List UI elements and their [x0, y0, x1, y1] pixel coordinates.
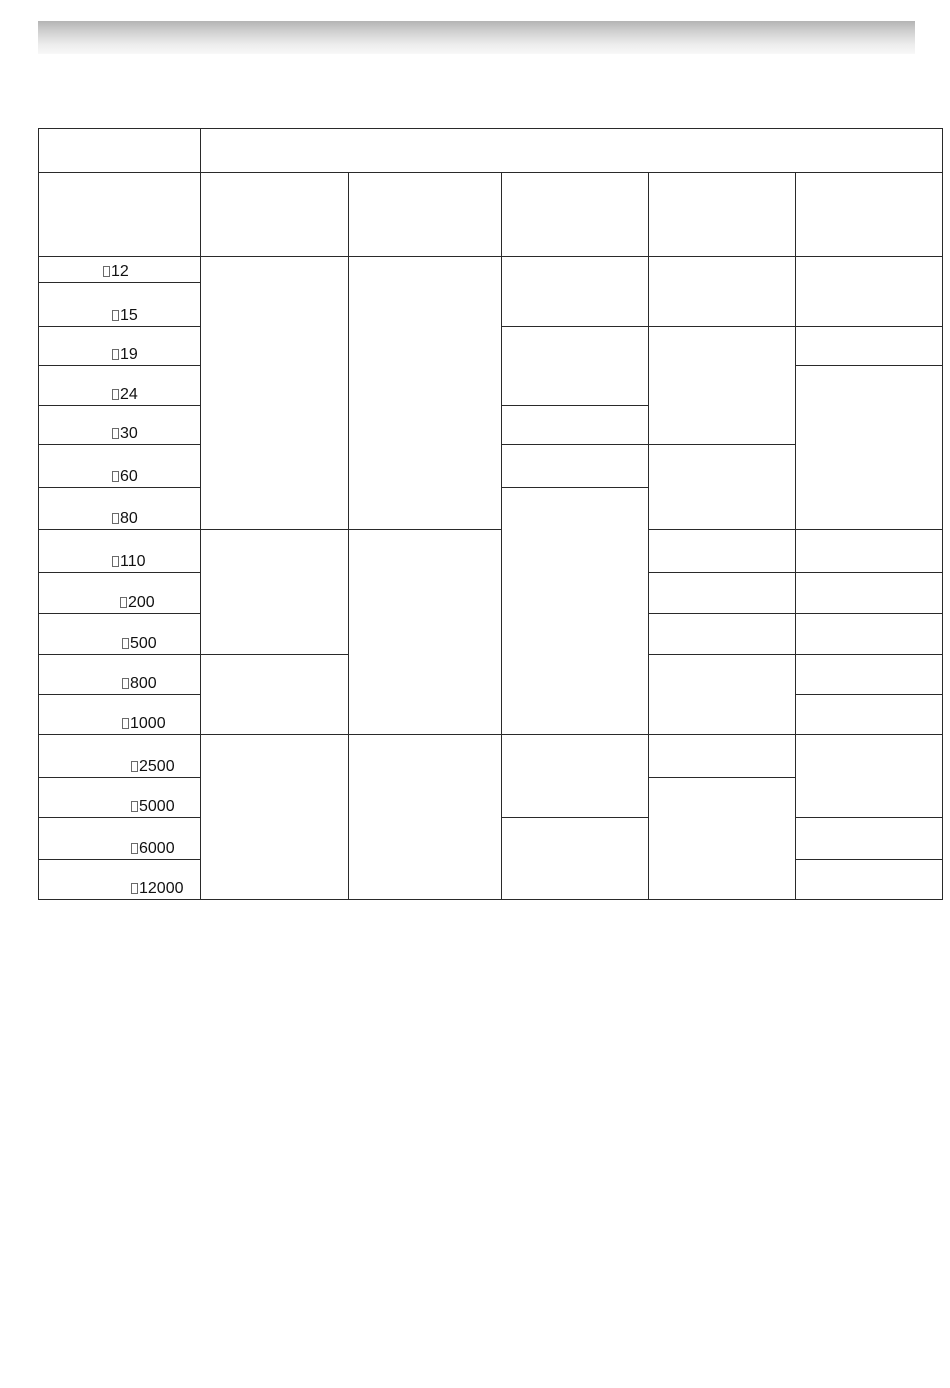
table-row: [39, 735, 943, 778]
table-row: [39, 530, 943, 573]
table-row: [39, 257, 943, 283]
header-cell-col-4: [649, 173, 796, 257]
table-cell: [796, 614, 943, 655]
table-cell: [649, 573, 796, 614]
header-cell-col-1: [201, 173, 349, 257]
table-cell: [649, 735, 796, 778]
row-label-cell: [39, 366, 201, 406]
row-label: 110: [120, 553, 146, 570]
table-header-row-1: [39, 129, 943, 173]
box-glyph-icon: [103, 266, 110, 277]
table-cell: [649, 327, 796, 445]
header-cell-label-col: [39, 173, 201, 257]
table-cell: [796, 735, 943, 818]
row-label: 80: [120, 510, 138, 527]
row-label: 12000: [139, 880, 184, 897]
table-cell: [796, 573, 943, 614]
row-label-cell: [39, 530, 201, 573]
row-label: 6000: [139, 840, 175, 857]
box-glyph-icon: [112, 471, 119, 482]
table-cell: [649, 614, 796, 655]
table-cell: [649, 778, 796, 900]
box-glyph-icon: [122, 638, 129, 649]
table-cell: [796, 327, 943, 366]
row-label-cell: [39, 283, 201, 327]
row-label-cell: [39, 445, 201, 488]
table-cell: [201, 257, 349, 530]
table-cell: [649, 530, 796, 573]
table-cell: [201, 655, 349, 735]
row-label: 2500: [139, 758, 175, 775]
table-cell: [502, 257, 649, 327]
row-label: 30: [120, 425, 138, 442]
row-label: 60: [120, 468, 138, 485]
table-cell: [796, 257, 943, 327]
box-glyph-icon: [131, 801, 138, 812]
table-cell: [796, 366, 943, 530]
row-label-cell: [39, 257, 201, 283]
header-cell-corner: [39, 129, 201, 173]
row-label-cell: [39, 818, 201, 860]
row-label: 500: [130, 635, 157, 652]
table-cell: [201, 530, 349, 655]
row-label: 19: [120, 346, 138, 363]
box-glyph-icon: [122, 718, 129, 729]
box-glyph-icon: [122, 678, 129, 689]
row-label-cell: [39, 655, 201, 695]
table-header-row-2: [39, 173, 943, 257]
row-label-cell: [39, 735, 201, 778]
row-label-cell: [39, 778, 201, 818]
table-cell: [649, 655, 796, 735]
header-cell-group: [201, 129, 943, 173]
header-cell-col-3: [502, 173, 649, 257]
row-label-cell: [39, 488, 201, 530]
box-glyph-icon: [112, 389, 119, 400]
box-glyph-icon: [131, 761, 138, 772]
row-label-cell: [39, 695, 201, 735]
table-cell: [502, 488, 649, 735]
box-glyph-icon: [112, 310, 119, 321]
table-cell: [796, 695, 943, 735]
table-cell: [349, 530, 502, 735]
table-cell: [502, 735, 649, 818]
table-cell: [796, 818, 943, 860]
table-cell: [502, 327, 649, 406]
page-header-bar: [38, 21, 915, 54]
table-cell: [502, 406, 649, 445]
row-label: 5000: [139, 798, 175, 815]
box-glyph-icon: [120, 597, 127, 608]
row-label-cell: [39, 573, 201, 614]
row-label-cell: [39, 327, 201, 366]
table-cell: [796, 655, 943, 695]
table-cell: [649, 445, 796, 530]
row-label: 24: [120, 386, 138, 403]
row-label: 1000: [130, 715, 166, 732]
table-cell: [796, 860, 943, 900]
box-glyph-icon: [131, 843, 138, 854]
table-cell: [349, 735, 502, 900]
row-label-cell: [39, 614, 201, 655]
spec-table-container: [38, 128, 943, 900]
table-cell: [201, 735, 349, 900]
table-cell: [502, 445, 649, 488]
row-label-cell: [39, 860, 201, 900]
row-label: 15: [120, 307, 138, 324]
header-cell-col-2: [349, 173, 502, 257]
row-label: 200: [128, 594, 155, 611]
row-label-cell: [39, 406, 201, 445]
box-glyph-icon: [112, 556, 119, 567]
header-cell-col-5: [796, 173, 943, 257]
spec-table: [38, 128, 943, 900]
box-glyph-icon: [131, 883, 138, 894]
table-cell: [502, 818, 649, 900]
box-glyph-icon: [112, 513, 119, 524]
box-glyph-icon: [112, 428, 119, 439]
table-cell: [796, 530, 943, 573]
box-glyph-icon: [112, 349, 119, 360]
table-cell: [649, 257, 796, 327]
table-cell: [349, 257, 502, 530]
row-label: 800: [130, 675, 157, 692]
row-label: 12: [111, 263, 129, 280]
